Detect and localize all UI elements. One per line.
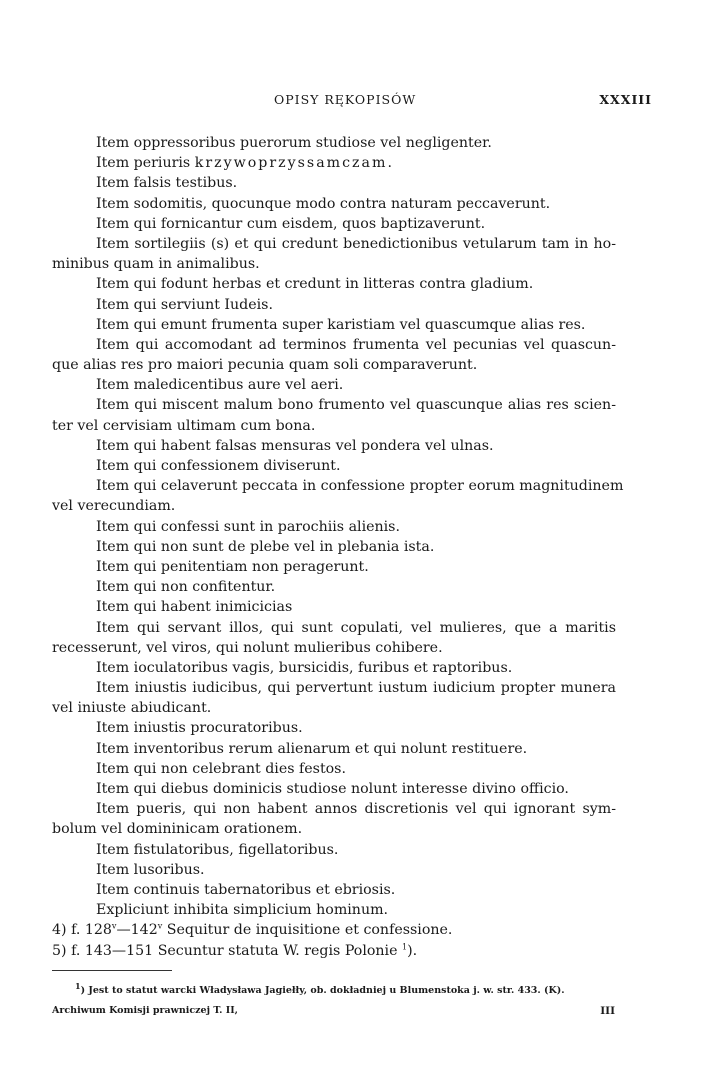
text-line: Item qui confessi sunt in parochiis alienis. bbox=[96, 518, 400, 535]
text-line: Item pueris, qui non habent annos discretionis vel qui ignorant sym- bbox=[96, 801, 616, 818]
text-line: Item fistulatoribus, figellatoribus. bbox=[96, 841, 339, 858]
text-line: Item falsis testibus. bbox=[96, 175, 238, 192]
running-header bbox=[0, 92, 720, 112]
manuscript-entry-4: 4) f. 128$^v$—142$^v$ Sequitur de inquisitione et confessione. bbox=[52, 921, 453, 939]
footnote bbox=[75, 980, 620, 996]
manuscript-entry-5: 5) f. 143—151 Secuntur statuta W. regis Polonie $^1$). bbox=[52, 941, 418, 959]
signature-line: Archiwum Komisji prawniczej T. II, bbox=[52, 1005, 238, 1016]
gathering-number: III bbox=[600, 1005, 615, 1017]
footnote-ref: 1 bbox=[402, 941, 408, 951]
text-line: Item qui confessionem diviserunt. bbox=[96, 458, 341, 474]
page-number: XXXIII bbox=[599, 92, 652, 107]
text-line: Item sortilegiis (s) et qui credunt benedictionibus vetularum tam in ho- bbox=[96, 235, 616, 252]
text-line: Item qui non confitentur. bbox=[96, 579, 276, 596]
text-line: Item qui diebus dominicis studiose nolunt interesse divino officio. bbox=[96, 781, 569, 797]
text-line: Item qui celaverunt peccata in confessione propter eorum magnitudinem bbox=[96, 478, 624, 495]
text-line: Expliciunt inhibita simplicium hominum. bbox=[96, 902, 389, 919]
text-line: Item qui habent inimicicias bbox=[96, 599, 293, 616]
text-line: Item oppressoribus puerorum studiose vel negligenter. bbox=[96, 135, 492, 151]
footnote-text: ) Jest to statut warcki Władysława Jagiełły, ob. dokładniej u Blumenstoka j. w. str. 433. (K). bbox=[80, 985, 565, 996]
text-line: recesserunt, vel viros, qui nolunt mulieribus cohibere. bbox=[52, 639, 443, 656]
text-line: Item sodomitis, quocunque modo contra naturam peccaverunt. bbox=[96, 195, 551, 212]
text-line: Item qui accomodant ad terminos frumenta vel pecunias vel quascun- bbox=[96, 336, 616, 353]
text-line: Item qui penitentiam non peragerunt. bbox=[96, 558, 369, 575]
text-line: minibus quam in animalibus. bbox=[52, 256, 260, 273]
spaced-word: krzywoprzyssamczam bbox=[194, 155, 388, 172]
text-line: Item inventoribus rerum alienarum et qui nolunt restituere. bbox=[96, 740, 528, 757]
text-line: Item lusoribus. bbox=[96, 861, 205, 878]
body-text bbox=[52, 133, 624, 961]
footnote-marker: 1 bbox=[75, 980, 81, 991]
text-line: Item continuis tabernatoribus et ebriosis. bbox=[96, 881, 396, 898]
text-line: que alias res pro maiori pecunia quam soli comparaverunt. bbox=[52, 357, 478, 374]
text-line: Item qui emunt frumenta super karistiam vel quascumque alias res. bbox=[96, 316, 586, 333]
text-line: Item qui fodunt herbas et credunt in litteras contra gladium. bbox=[96, 276, 534, 293]
running-title: OPISY RĘKOPISÓW bbox=[274, 92, 417, 107]
text-line: Item iniustis procuratoribus. bbox=[96, 720, 303, 737]
text-line: Item periuris krzywoprzyssamczam. bbox=[96, 155, 392, 172]
text-line: Item qui serviunt Iudeis. bbox=[96, 296, 273, 313]
text-line: bolum vel domininicam orationem. bbox=[52, 821, 303, 838]
text-line: Item maledicentibus aure vel aeri. bbox=[96, 377, 344, 394]
text-line: vel verecundiam. bbox=[52, 498, 176, 515]
text-line: Item qui servant illos, qui sunt copulati, vel mulieres, que a maritis bbox=[96, 619, 616, 636]
text-line: Item qui non sunt de plebe vel in plebania ista. bbox=[96, 538, 435, 555]
text-line: Item qui habent falsas mensuras vel pondera vel ulnas. bbox=[96, 437, 494, 454]
text-line: Item qui miscent malum bono frumento vel quascunque alias res scien- bbox=[96, 397, 616, 414]
text-line: Item iniustis iudicibus, qui pervertunt iustum iudicium propter munera bbox=[96, 680, 616, 697]
text-line: vel iniuste abiudicant. bbox=[52, 700, 212, 717]
text-line: Item qui fornicantur cum eisdem, quos baptizaverunt. bbox=[96, 215, 486, 232]
text-line: Item ioculatoribus vagis, bursicidis, furibus et raptoribus. bbox=[96, 659, 513, 676]
footnote-divider bbox=[52, 970, 172, 971]
text-line: ter vel cervisiam ultimam cum bona. bbox=[52, 417, 316, 434]
text-line: Item qui non celebrant dies festos. bbox=[96, 760, 346, 777]
